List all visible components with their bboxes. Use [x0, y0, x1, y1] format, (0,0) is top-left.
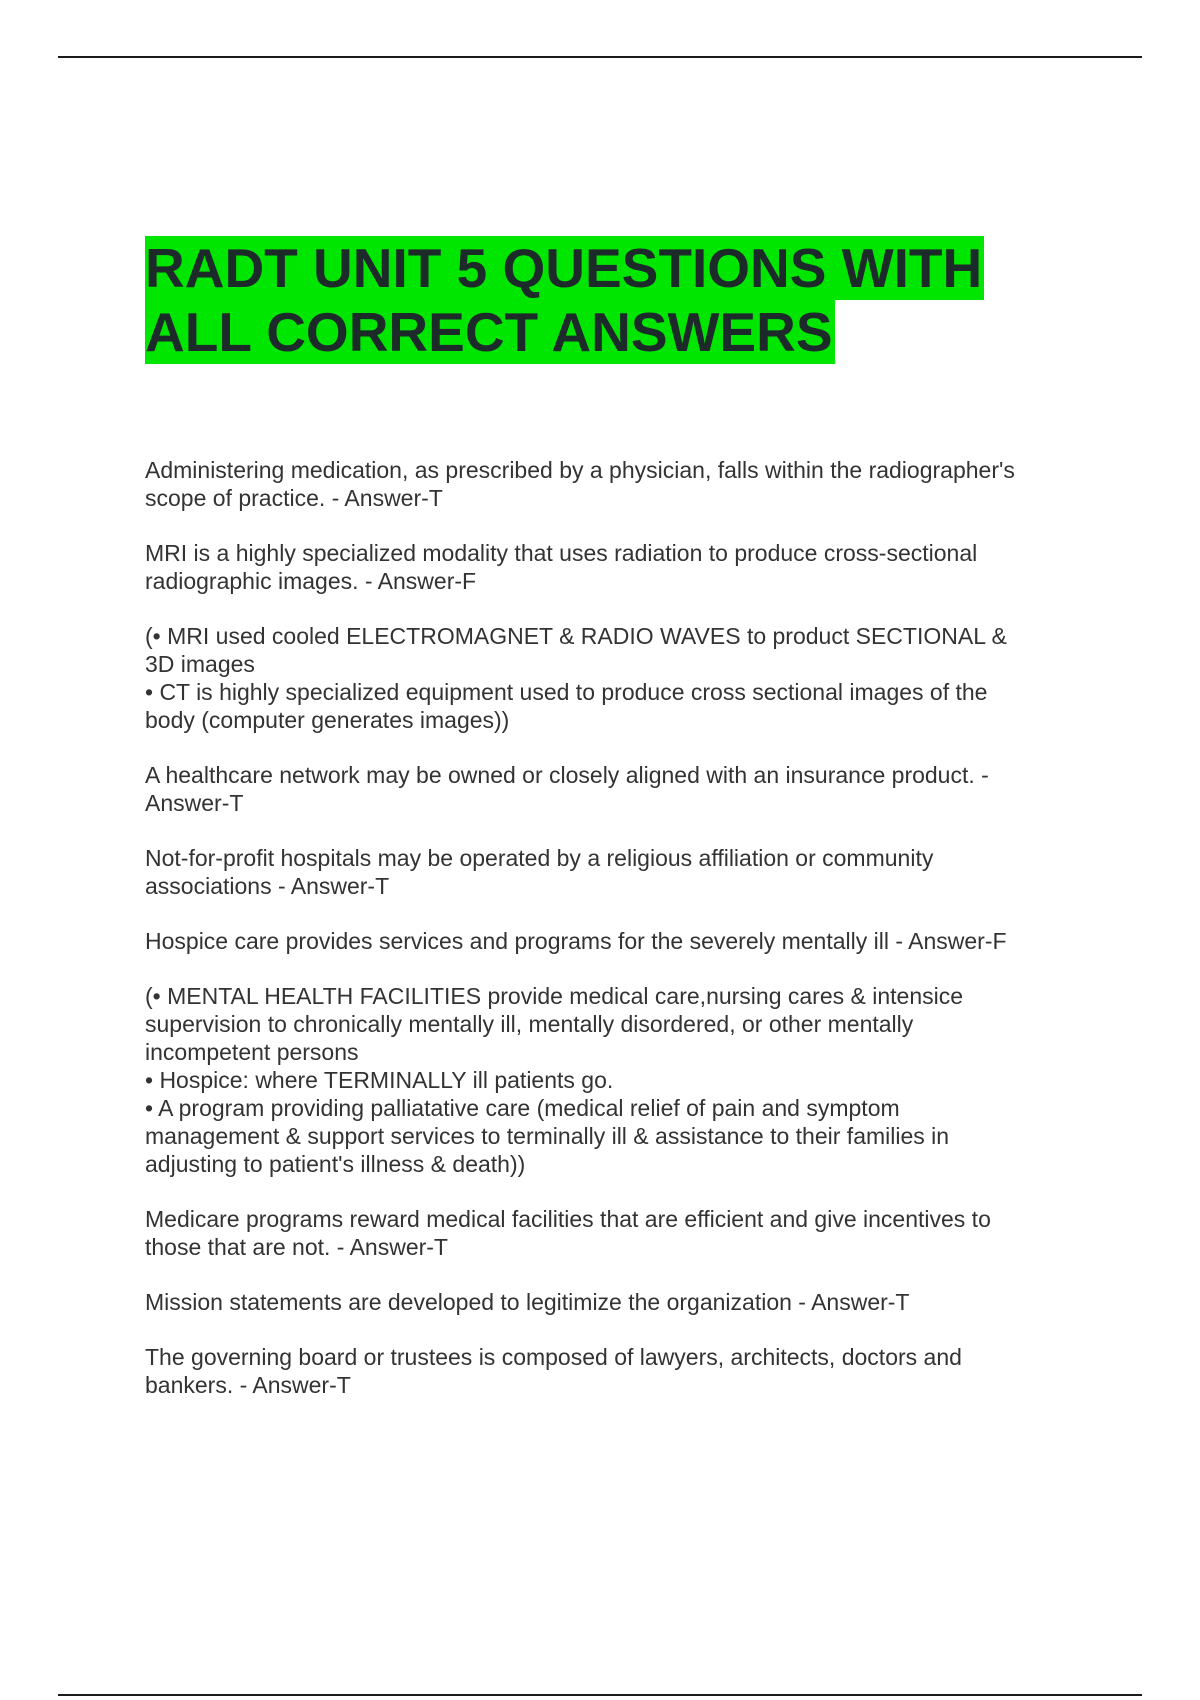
question-item — [145, 982, 1085, 1178]
question-text-line: Medicare programs reward medical facilities that are efficient and give incentives to — [145, 1206, 991, 1232]
top-divider — [58, 56, 1142, 58]
question-text-line: (• MENTAL HEALTH FACILITIES provide medical care,nursing cares & intensice — [145, 983, 964, 1009]
question-text-line: The governing board or trustees is composed of lawyers, architects, doctors and — [145, 1344, 962, 1370]
question-text-line: adjusting to patient's illness & death)) — [145, 1151, 526, 1177]
question-item — [145, 927, 1085, 955]
question-text-line: associations - Answer-T — [145, 873, 390, 899]
question-text-line: 3D images — [145, 651, 255, 677]
question-text-line: Hospice care provides services and programs for the severely mentally ill - Answer-F — [145, 928, 1007, 954]
document-title — [145, 236, 1045, 364]
question-item — [145, 761, 1085, 817]
question-text-line: (• MRI used cooled ELECTROMAGNET & RADIO WAVES to product SECTIONAL & — [145, 623, 1007, 649]
question-text-line: management & support services to terminally ill & assistance to their families in — [145, 1123, 950, 1149]
question-item — [145, 622, 1085, 734]
question-item — [145, 1205, 1085, 1261]
question-text-line: MRI is a highly specialized modality that uses radiation to produce cross-sectional — [145, 540, 978, 566]
question-item — [145, 539, 1085, 595]
question-item — [145, 844, 1085, 900]
title-line-1: RADT UNIT 5 QUESTIONS WITH — [145, 237, 983, 299]
question-list — [145, 456, 1085, 1426]
question-item — [145, 1288, 1085, 1316]
question-item — [145, 1343, 1085, 1399]
question-item — [145, 456, 1085, 512]
question-text-line: supervision to chronically mentally ill, mentally disordered, or other mentally — [145, 1011, 914, 1037]
question-text-line: those that are not. - Answer-T — [145, 1234, 448, 1260]
question-text-line: Administering medication, as prescribed by a physician, falls within the radiographer's — [145, 457, 1015, 483]
question-text-line: bankers. - Answer-T — [145, 1372, 351, 1398]
question-text-line: A healthcare network may be owned or closely aligned with an insurance product. - — [145, 762, 989, 788]
question-text-line: Mission statements are developed to legitimize the organization - Answer-T — [145, 1289, 910, 1315]
question-text-line: incompetent persons — [145, 1039, 359, 1065]
question-text-line: scope of practice. - Answer-T — [145, 485, 443, 511]
title-line-2: ALL CORRECT ANSWERS — [145, 301, 833, 363]
question-text-line: body (computer generates images)) — [145, 707, 510, 733]
question-text-line: • Hospice: where TERMINALLY ill patients go. — [145, 1067, 614, 1093]
question-text-line: radiographic images. - Answer-F — [145, 568, 477, 594]
question-text-line: Answer-T — [145, 790, 244, 816]
question-text-line: • CT is highly specialized equipment used to produce cross sectional images of the — [145, 679, 988, 705]
question-text-line: Not-for-profit hospitals may be operated by a religious affiliation or community — [145, 845, 934, 871]
question-text-line: • A program providing palliatative care (medical relief of pain and symptom — [145, 1095, 900, 1121]
bottom-divider — [58, 1694, 1142, 1696]
